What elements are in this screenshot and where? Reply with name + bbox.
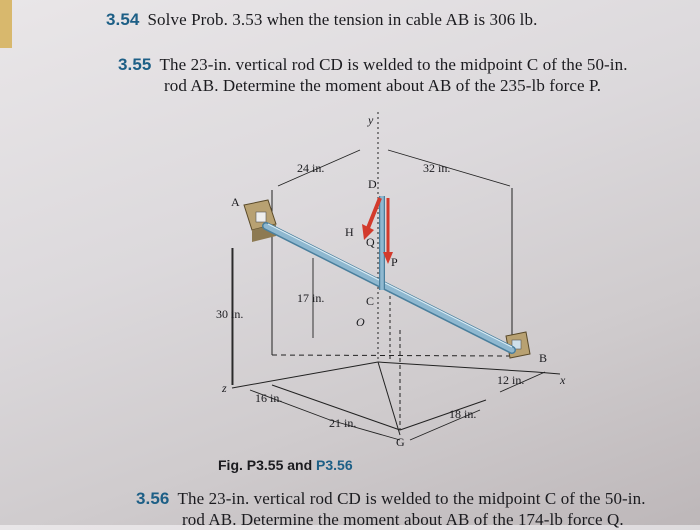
problem-number: 3.56 xyxy=(136,489,170,508)
problem-text-line2: rod AB. Determine the moment about AB of the 235-lb force P. xyxy=(164,76,602,95)
problem-text: Solve Prob. 3.53 when the tension in cable AB is 306 lb. xyxy=(147,10,538,29)
label-z: z xyxy=(222,381,227,395)
problem-text-line1: The 23-in. vertical rod CD is welded to the midpoint C of the 50-in. xyxy=(177,489,646,508)
dimension-21-in: 21 in. xyxy=(329,416,357,430)
label-o: O xyxy=(356,315,365,329)
dimension-32-in: 32 in. xyxy=(423,161,451,175)
dimension-17-in: 17 in. xyxy=(297,291,325,305)
label-h: H xyxy=(345,225,354,239)
problem-number: 3.55 xyxy=(118,55,152,74)
force-q-arrow xyxy=(362,198,380,240)
problem-text-line2: rod AB. Determine the moment about AB of the 174-lb force Q. xyxy=(182,510,624,529)
caption-part1: Fig. P3.55 and xyxy=(218,457,317,473)
label-g: G xyxy=(396,435,405,449)
dimension-16-in: 16 in. xyxy=(255,391,283,405)
dimension-12-in: 12 in. xyxy=(497,373,525,387)
label-a: A xyxy=(231,195,240,209)
label-y: y xyxy=(368,113,374,127)
bracket-a xyxy=(244,200,276,242)
problem-number: 3.54 xyxy=(106,10,140,29)
label-d: D xyxy=(368,177,377,191)
label-q: Q xyxy=(366,235,375,249)
caption-part2: P3.56 xyxy=(316,457,353,473)
label-p: P xyxy=(391,255,398,269)
dimension-18-in: 18 in. xyxy=(449,407,477,421)
dimension-30-in: 30 in. xyxy=(216,307,244,321)
dimension-24-in: 24 in. xyxy=(297,161,325,175)
label-x: x xyxy=(560,373,566,387)
label-b: B xyxy=(539,351,548,365)
figure-caption xyxy=(218,457,353,473)
problem-text-line1: The 23-in. vertical rod CD is welded to the midpoint C of the 50-in. xyxy=(159,55,628,74)
label-c: C xyxy=(366,294,375,308)
problem-3-56 xyxy=(136,488,646,530)
